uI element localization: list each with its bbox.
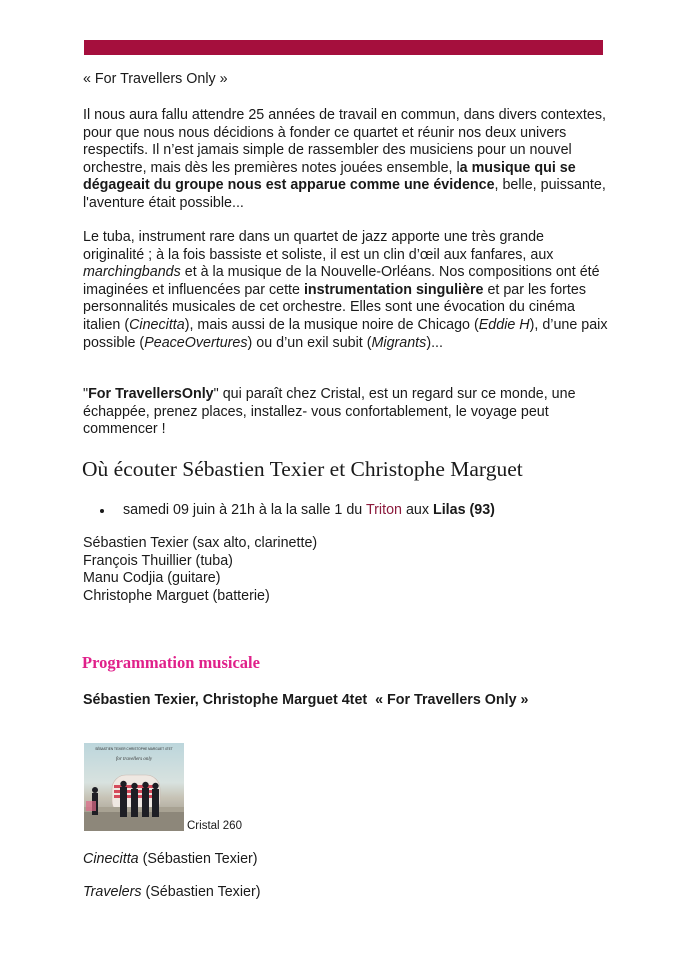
- para2-italic-4: PeaceOvertures: [144, 334, 248, 351]
- venue-heading: Où écouter Sébastien Texier et Christophe Marguet: [82, 457, 523, 481]
- para2-text-3: et par les fortes personnalités musicales de cet orchestre. Elles sont une évocation du cinéma italien (: [83, 281, 586, 333]
- para2-text-5: ), d’une paix possible (: [83, 316, 608, 351]
- para2-italic-3: Eddie H: [478, 316, 530, 333]
- programmation-title: Programmation musicale: [82, 653, 260, 672]
- header-accent-bar: [84, 40, 603, 55]
- concert-date: samedi 09 juin à 21h à la la salle 1 du: [123, 502, 366, 518]
- track-item: [83, 851, 258, 867]
- intro-title: « For Travellers Only »: [83, 71, 228, 87]
- cover-top-text-2: for travellers only: [115, 757, 153, 762]
- track-author: (Sébastien Texier): [138, 851, 258, 867]
- triton-link[interactable]: Triton: [365, 502, 402, 518]
- album-cover-art: [84, 743, 184, 831]
- lineup-member: Manu Codjia (guitare): [83, 570, 221, 587]
- bullet-icon: [100, 509, 104, 513]
- para2-text-2: et à la musique de la Nouvelle-Orléans. Nos compositions ont été imaginées et influencées par cette: [83, 264, 600, 298]
- para2-text-6: ) ou d’un exil subit (: [247, 334, 372, 351]
- album-title: Sébastien Texier, Christophe Marguet 4tet « For Travellers Only »: [83, 692, 529, 708]
- paragraph-tuba: [83, 229, 608, 352]
- concert-middle: aux: [401, 502, 433, 518]
- para1-bold: a musique qui se dégageait du groupe nous est apparue comme une évidence: [83, 159, 576, 194]
- album-cover-image: [84, 743, 184, 831]
- para2-italic-5: Migrants: [371, 334, 427, 351]
- para2-bold: instrumentation singulière: [303, 281, 484, 298]
- track-title: Cinecitta: [83, 851, 139, 867]
- paragraph-release: [83, 386, 608, 439]
- track-title: Travelers: [83, 884, 142, 900]
- track-item: [83, 884, 260, 900]
- cover-top-text-1: SÉBASTIEN TEXIER CHRISTOPHE MARGUET 4TET: [95, 747, 173, 751]
- para2-text-7: )...: [426, 334, 443, 351]
- lineup-member: Sébastien Texier (sax alto, clarinette): [83, 535, 318, 551]
- para2-text-4: ), mais aussi de la musique noire de Chicago (: [184, 316, 479, 333]
- para3-bold: For TravellersOnly: [88, 386, 214, 402]
- para3-text-2: " qui paraît chez Cristal, est un regard sur ce monde, une échappée, prenez places, installez- vous confortablement, le voyage peut commencer !: [83, 386, 576, 438]
- lineup-member: Christophe Marguet (batterie): [83, 587, 270, 604]
- cover-caption: Cristal 260: [187, 820, 242, 832]
- concert-text: [123, 502, 495, 520]
- para2-text-1: Le tuba, instrument rare dans un quartet de jazz apporte une très grande originalité ; à la fois bassiste et soliste, il est un clin d’œil aux fanfares, aux: [83, 229, 554, 263]
- para2-italic-2: Cinecitta: [129, 316, 185, 333]
- para2-italic-1: marchingbands: [83, 264, 181, 281]
- para1-text-2: , belle, puissante, l'aventure était possible...: [83, 177, 606, 211]
- lineup-member: François Thuillier (tuba): [83, 552, 233, 569]
- para3-text-1: ": [83, 386, 89, 402]
- concert-city: Lilas (93): [432, 502, 495, 518]
- track-author: (Sébastien Texier): [141, 884, 261, 900]
- para1-text-1: Il nous aura fallu attendre 25 années de travail en commun, dans divers contextes, pour que nous nous décidions à fonder ce quartet et réunir nos deux univers respectifs. Il n’est jamais simple de rassembler des musiciens pour un nouvel orchestre, mais dès les premières notes jouées ensemble, l: [83, 107, 606, 176]
- paragraph-intro: [83, 107, 608, 213]
